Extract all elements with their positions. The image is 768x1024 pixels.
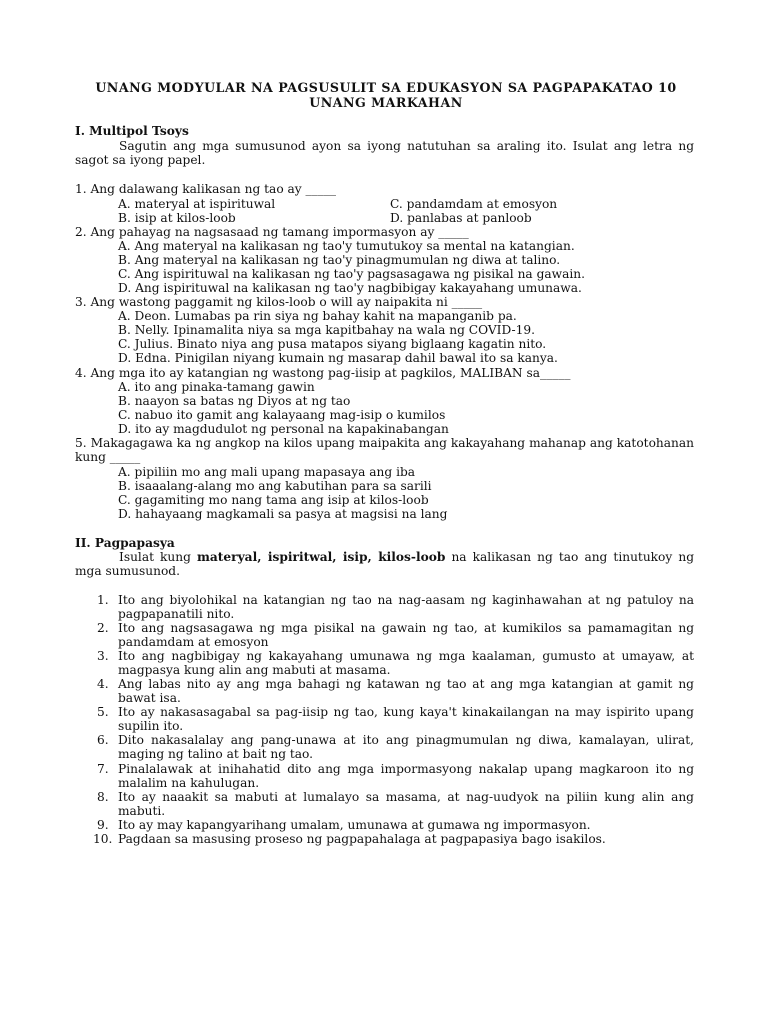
q1-choice-b: B. isip at kilos-loob (118, 211, 236, 225)
q2-stem: 2. Ang pahayag na nagsasaad ng tamang impormasyon ay _____ (75, 225, 469, 239)
q3-choice-b: B. Nelly. Ipinamalita niya sa mga kapitbahay na wala ng COVID-19. (118, 323, 535, 337)
q3-stem: 3. Ang wastong paggamit ng kilos-loob o will ay naipakita ni _____ (75, 295, 483, 309)
q4-choice-b: B. naayon sa batas ng Diyos at ng tao (118, 394, 351, 408)
title-line-1: UNANG MODYULAR NA PAGSUSULIT SA EDUKASYON SA PAGPAPAKATAO 10 (95, 80, 677, 95)
item-text: Ito ay naaakit sa mabuti at lumalayo sa masama, at nag-uudyok na piliin kung alin ang mabuti. (118, 790, 694, 819)
q4-choice-a: A. ito ang pinaka-tamang gawin (118, 380, 315, 394)
part2-instruction-options: materyal, ispiritwal, isip, kilos-loob (197, 550, 446, 564)
item-text: Ang labas nito ay ang mga bahagi ng katawan ng tao at ang mga katangian at gamit ng bawat isa. (118, 677, 694, 706)
q5-choice-c: C. gagamiting mo nang tama ang isip at kilos-loob (118, 493, 429, 507)
item-number: 3. (97, 649, 109, 663)
part2-instruction (75, 550, 694, 578)
item-text: Dito nakasalalay ang pang-unawa at ito ang pinagmumulan ng diwa, kamalayan, ulirat, maging ng talino at bait ng tao. (118, 733, 694, 762)
q2-choice-d: D. Ang ispirituwal na kalikasan ng tao'y nagbibigay kakayahang umunawa. (118, 281, 582, 295)
q4-stem: 4. Ang mga ito ay katangian ng wastong pag-iisip at pagkilos, MALIBAN sa_____ (75, 366, 571, 380)
part1-heading: I. Multipol Tsoys (75, 124, 189, 138)
item-number: 7. (97, 762, 109, 776)
item-number: 1. (97, 593, 109, 607)
q3-choice-a: A. Deon. Lumabas pa rin siya ng bahay kahit na mapanganib pa. (118, 309, 517, 323)
part2-instruction-start: Isulat kung (119, 550, 197, 564)
item-number: 4. (97, 677, 109, 691)
document-title (60, 80, 712, 110)
item-number: 10. (93, 832, 113, 846)
q5-stem: 5. Makagagawa ka ng angkop na kilos upang maipakita ang kakayahang mahanap ang katotohanan kung _____ (75, 436, 694, 465)
title-line-2: UNANG MARKAHAN (309, 95, 463, 110)
item-text: Ito ay may kapangyarihang umalam, umunawa at gumawa ng impormasyon. (118, 818, 591, 832)
item-number: 2. (97, 621, 109, 635)
item-text: Pagdaan sa masusing proseso ng pagpapahalaga at pagpapasiya bago isakilos. (118, 832, 606, 846)
part2-heading: II. Pagpapasya (75, 536, 175, 550)
item-text: Ito ang nagbibigay ng kakayahang umunawa ng mga kaalaman, gumusto at umayaw, at magpasya kung alin ang mabuti at masama. (118, 649, 694, 678)
q1-choice-c: C. pandamdam at emosyon (390, 197, 558, 211)
q5-choice-b: B. isaaalang-alang mo ang kabutihan para sa sarili (118, 479, 432, 493)
q5-choice-d: D. hahayaang magkamali sa pasya at magsisi na lang (118, 507, 448, 521)
item-number: 6. (97, 733, 109, 747)
q4-choice-d: D. ito ay magdudulot ng personal na kapakinabangan (118, 422, 449, 436)
q4-choice-c: C. nabuo ito gamit ang kalayaang mag-isip o kumilos (118, 408, 446, 422)
q2-choice-c: C. Ang ispirituwal na kalikasan ng tao'y pagsasagawa ng pisikal na gawain. (118, 267, 585, 281)
item-number: 9. (97, 818, 109, 832)
q2-choice-a: A. Ang materyal na kalikasan ng tao'y tumutukoy sa mental na katangian. (118, 239, 575, 253)
q3-choice-d: D. Edna. Pinigilan niyang kumain ng masarap dahil bawal ito sa kanya. (118, 351, 558, 365)
q3-choice-c: C. Julius. Binato niya ang pusa matapos siyang biglaang kagatin nito. (118, 337, 547, 351)
q1-choice-d: D. panlabas at panloob (390, 211, 532, 225)
item-text: Pinalalawak at inihahatid dito ang mga impormasyong nakalap upang magkaroon ito ng malalim na kahulugan. (118, 762, 694, 791)
item-number: 8. (97, 790, 109, 804)
item-text: Ito ay nakasasagabal sa pag-iisip ng tao, kung kaya't kinakailangan na may ispirito upang supilin ito. (118, 705, 694, 734)
part1-instruction: Sagutin ang mga sumusunod ayon sa iyong natutuhan sa araling ito. Isulat ang letra ng sagot sa iyong papel. (75, 139, 694, 168)
part2-instruction-end: na kalikasan ng tao ang tinutukoy ng mga sumusunod. (75, 550, 694, 579)
q1-choice-a: A. materyal at ispirituwal (118, 197, 276, 211)
q1-stem: 1. Ang dalawang kalikasan ng tao ay _____ (75, 182, 337, 196)
q5-choice-a: A. pipiliin mo ang mali upang mapasaya ang iba (118, 465, 416, 479)
q2-choice-b: B. Ang materyal na kalikasan ng tao'y pinagmumulan ng diwa at talino. (118, 253, 561, 267)
item-text: Ito ang biyolohikal na katangian ng tao na nag-aasam ng kaginhawahan at ng patuloy na pagpapanatili nito. (118, 593, 694, 622)
item-number: 5. (97, 705, 109, 719)
item-text: Ito ang nagsasagawa ng mga pisikal na gawain ng tao, at kumikilos sa pamamagitan ng pandamdam at emosyon (118, 621, 694, 650)
